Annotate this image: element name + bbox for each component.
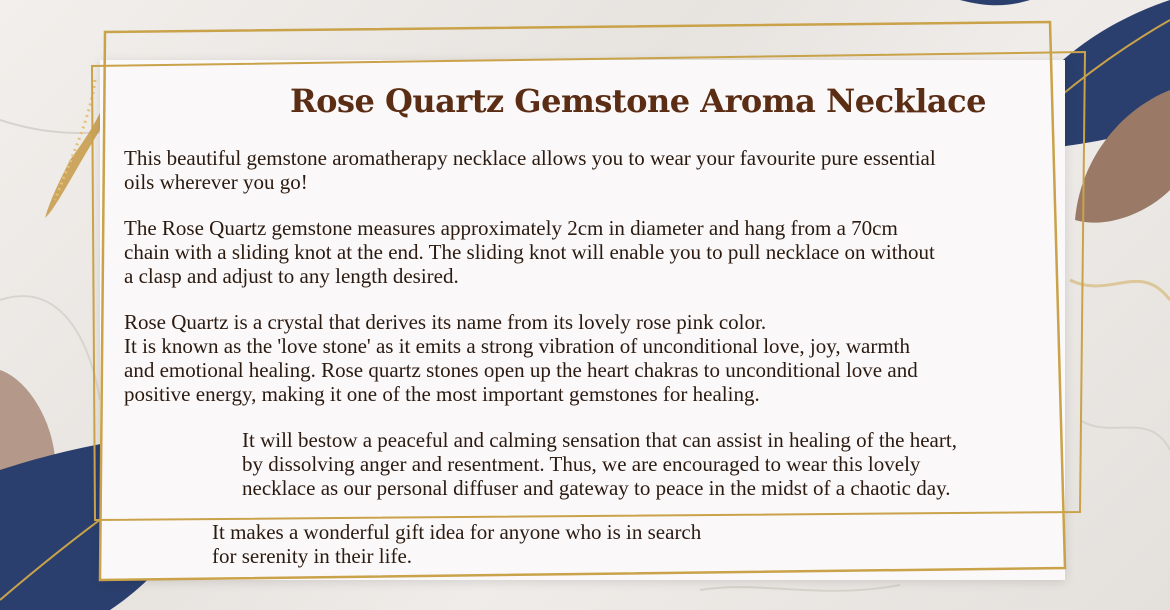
intro-paragraph	[124, 146, 1064, 194]
text-line: It is known as the 'love stone' as it emits a strong vibration of unconditional love, joy, warmth	[124, 334, 910, 358]
text-line: chain with a sliding knot at the end. The sliding knot will enable you to pull necklace on without	[124, 240, 935, 264]
text-line: and emotional healing. Rose quartz stones open up the heart chakras to unconditional love and	[124, 358, 918, 382]
text-line: positive energy, making it one of the most important gemstones for healing.	[124, 382, 760, 406]
page-title: Rose Quartz Gemstone Aroma Necklace	[290, 82, 986, 120]
text-line: It will bestow a peaceful and calming sensation that can assist in healing of the heart,	[242, 428, 957, 452]
text-line: Rose Quartz is a crystal that derives its name from its lovely rose pink color.	[124, 310, 767, 334]
text-line: The Rose Quartz gemstone measures approximately 2cm in diameter and hang from a 70cm	[124, 216, 898, 240]
gift-paragraph	[212, 520, 812, 568]
calming-paragraph	[242, 428, 1072, 500]
text-line: by dissolving anger and resentment. Thus, we are encouraged to wear this lovely	[242, 452, 921, 476]
text-line: This beautiful gemstone aromatherapy necklace allows you to wear your favourite pure essential	[124, 146, 936, 170]
about-paragraph	[124, 310, 1064, 406]
text-line: necklace as our personal diffuser and gateway to peace in the midst of a chaotic day.	[242, 476, 951, 500]
text-line: for serenity in their life.	[212, 544, 413, 568]
text-line: oils wherever you go!	[124, 170, 308, 194]
text-line: It makes a wonderful gift idea for anyone who is in search	[212, 520, 702, 544]
text-line: a clasp and adjust to any length desired.	[124, 264, 459, 288]
size-paragraph	[124, 216, 1064, 288]
